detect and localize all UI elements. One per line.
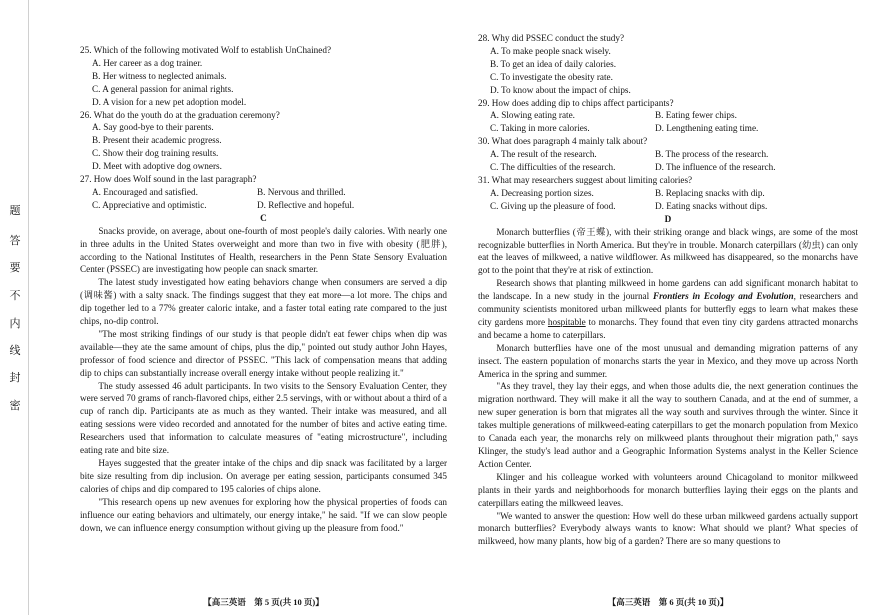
option-a: A. The result of the research.: [490, 149, 597, 160]
option-b: B. Eating fewer chips.: [655, 110, 737, 121]
passage-paragraph: "This research opens up new avenues for exploring how the physical properties of foods can influence our eating behaviors and ultimately, our energy intake," he said. "If we can slow people down, we can influence energy consumption without giving up the pleasure from food.": [80, 496, 447, 533]
underlined-word: hospitable: [547, 316, 586, 327]
section-label-c: C: [260, 212, 267, 223]
passage-paragraph: Klinger and his colleague worked with volunteers around Chicagoland to monitor milkweed plants in their yards and neighborhoods for monarch butterflies laying their eggs on the plants and caterpillars eating the milkweed leaves.: [478, 471, 858, 508]
passage-paragraph: Monarch butterflies have one of the most unusual and demanding migration patterns of any insect. The eastern population of monarchs starts the year in Mexico, and they move up across North America in the spring and summer.: [478, 342, 858, 379]
option-a: A. Say good-bye to their parents.: [92, 122, 214, 133]
binding-char: 要: [9, 262, 21, 274]
option-a: A. Decreasing portion sizes.: [490, 187, 594, 198]
option-b: B. Replacing snacks with dip.: [655, 187, 765, 198]
option-d: D. The influence of the research.: [655, 162, 776, 173]
option-d: D. A vision for a new pet adoption model.: [92, 96, 247, 107]
option-c: C. To investigate the obesity rate.: [490, 71, 613, 82]
question-30: [478, 135, 858, 174]
option-c: C. Giving up the pleasure of food.: [490, 200, 616, 211]
option-c: C. Taking in more calories.: [490, 123, 590, 134]
paragraph-text: Research shows that planting milkweed in home gardens can add significant monarch habitat to the landscape. In a new study in the journal: [478, 278, 858, 302]
question-stem: 31. What may researchers suggest about limiting calories?: [478, 174, 693, 185]
passage-c: [80, 225, 447, 535]
section-label-d: D: [664, 213, 672, 224]
option-c: C. Show their dog training results.: [92, 148, 219, 159]
question-26: [80, 109, 447, 174]
question-29: [478, 97, 858, 136]
option-a: A. Slowing eating rate.: [490, 110, 575, 121]
binding-char: 内: [9, 318, 21, 330]
passage-paragraph: Hayes suggested that the greater intake of the chips and dip snack was facilitated by a larger bite size resulting from dip inclusion. On average per eating session, participants consumed 345 calories of chips and dip compared to 195 calories of chips alone.: [80, 458, 447, 494]
option-c: C. A general passion for animal rights.: [92, 83, 234, 94]
question-stem: 30. What does paragraph 4 mainly talk about?: [478, 136, 648, 147]
option-a: A. Encouraged and satisfied.: [92, 186, 198, 197]
option-b: B. To get an idea of daily calories.: [490, 58, 616, 69]
passage-paragraph: "As they travel, they lay their eggs, and when those adults die, the next generation continues the migration northward. They will make it all the way to southern Canada, and at the end of summer, a new super generation is born that migrates all the way south and survives through the winter. Since it takes multiple generations of milkweed-eating caterpillars to get the monarch population from Mexico to Canada each year, the monarchs rely on milkweed plants throughout their migration path," says Klinger, the study's lead author and a Geographic Information Systems analyst in the Keller Science Action Center.: [478, 381, 858, 469]
question-stem: 27. How does Wolf sound in the last paragraph?: [80, 174, 257, 185]
binding-char: 题: [9, 205, 21, 217]
question-28: [478, 32, 858, 97]
question-25: [80, 44, 447, 109]
binding-line: [28, 0, 29, 615]
binding-char: 线: [9, 345, 21, 357]
option-d: D. Eating snacks without dips.: [655, 200, 768, 211]
paragraph-text: to monarchs. They found that even tiny city gardens attracted monarchs and became a home to caterpillars.: [478, 316, 858, 340]
question-stem: 29. How does adding dip to chips affect participants?: [478, 97, 674, 108]
question-stem: 25. Which of the following motivated Wolf to establish UnChained?: [80, 45, 332, 55]
paragraph-text: , researchers and community scientists monitored urban milkweed plants for butterfly eggs to learn what makes these city gardens more: [478, 291, 858, 327]
binding-char: 封: [9, 372, 21, 384]
option-a: A. Her career as a dog trainer.: [92, 57, 203, 68]
passage-paragraph: [478, 277, 858, 342]
page-5: [80, 0, 447, 615]
page-6: [478, 0, 858, 615]
passage-paragraph: "The most striking findings of our study is that people didn't eat fewer chips when dip was available—they ate the same amount of chips, plus the dip," pointed out study author John Hayes, professor of food science and director of PSSEC. "This lack of compensation means that adding dip to chips can substantially increase overall energy intake without people realizing it.": [80, 328, 447, 378]
option-b: B. The process of the research.: [655, 149, 769, 160]
option-d: D. To know about the impact of chips.: [490, 84, 631, 95]
binding-char: 不: [9, 290, 21, 302]
question-27: [80, 173, 447, 212]
passage-paragraph: The latest study investigated how eating behaviors change when consumers are served a dip (调味酱) with a salty snack. The findings suggest that they eat more—a lot more. The chips and dip together led to a 77% greater caloric intake, and a faster total eating rate compared to the just chips, no-dip control.: [80, 277, 447, 327]
binding-char: 密: [9, 400, 21, 412]
option-d: D. Reflective and hopeful.: [257, 199, 355, 210]
option-d: D. Lengthening eating time.: [655, 123, 759, 134]
option-b: B. Her witness to neglected animals.: [92, 70, 227, 81]
option-b: B. Nervous and thrilled.: [257, 186, 346, 197]
passage-paragraph: The study assessed 46 adult participants. In two visits to the Sensory Evaluation Center, they were served 70 grams of ranch-flavored chips, either 2.5 servings, with or without about a third of a cup of ranch dip. Participants ate as much as they wanted. Their intake was measured, and all eating sessions were video recorded and annotated for the number of bites and active eating time. Researchers used that information to calculate measures of "eating microstructure", including eating rate and bite size.: [80, 380, 447, 456]
page-footer: 【高三英语 第 5 页(共 10 页)】: [203, 597, 324, 608]
page-footer: 【高三英语 第 6 页(共 10 页)】: [607, 597, 729, 608]
passage-paragraph: "We wanted to answer the question: How well do these urban milkweed gardens actually support monarch butterflies? Everybody always wants to know: What should we plant? What species of milkweed, how many plants, how big of a garden? There are so many questions to: [478, 510, 858, 547]
option-a: A. To make people snack wisely.: [490, 45, 611, 56]
binding-char: 答: [9, 235, 21, 247]
passage-paragraph: Monarch butterflies (帝王蝶), with their striking orange and black wings, are some of the most recognizable butterflies in North America. But they're in trouble. Monarch caterpillars (幼虫) can only eat the leaves of milkweed, a native wildflower. As milkweed has disappeared, so the monarchs have got to the point that they're at risk of extinction.: [478, 226, 858, 276]
option-d: D. Meet with adoptive dog owners.: [92, 161, 222, 172]
question-stem: 26. What do the youth do at the graduation ceremony?: [80, 109, 280, 120]
option-b: B. Present their academic progress.: [92, 135, 222, 146]
option-c: C. The difficulties of the research.: [490, 162, 616, 173]
question-stem: 28. Why did PSSEC conduct the study?: [478, 33, 625, 43]
binding-margin: [0, 0, 30, 615]
question-31: [478, 174, 858, 213]
passage-d: [478, 226, 858, 549]
journal-title: Frontiers in Ecology and Evolution: [652, 291, 794, 302]
passage-paragraph: Snacks provide, on average, about one-fourth of most people's daily calories. With nearly one in three adults in the United States overweight and more than two in five with obesity (肥胖), according to the National Institutes of Health, researchers in the Penn State Sensory Evaluation Center (PSSEC) are investigating how people can snack smarter.: [80, 225, 447, 275]
option-c: C. Appreciative and optimistic.: [92, 199, 207, 210]
